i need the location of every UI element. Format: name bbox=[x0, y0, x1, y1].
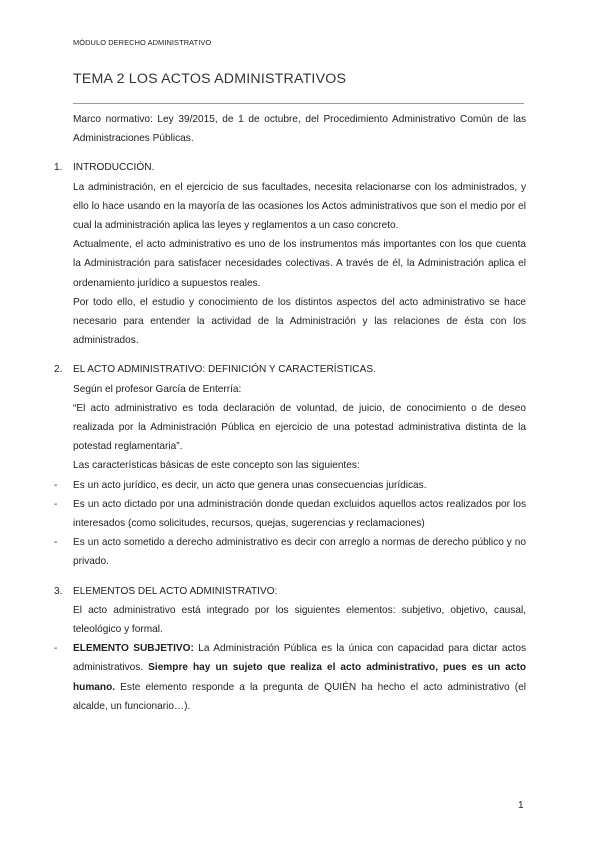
paragraph: La administración, en el ejercicio de sus facultades, necesita relacionarse con los administrados, y ello lo hace usando en la mayoría de las ocasiones los Actos administrativos que son el medio por el cual la administración aplica las leyes y reglamentos a un caso concreto. bbox=[73, 181, 526, 232]
section-heading: INTRODUCCIÓN. bbox=[73, 162, 155, 174]
list-item bbox=[54, 495, 526, 533]
section-number: 2. bbox=[54, 364, 63, 376]
list-item bbox=[54, 639, 526, 716]
section-heading: EL ACTO ADMINISTRATIVO: DEFINICIÓN Y CARACTERÍSTICAS. bbox=[73, 364, 376, 376]
list-item-text: Es un acto jurídico, es decir, un acto que genera unas consecuencias jurídicas. bbox=[73, 479, 427, 491]
text-span: La Administración Pública es la única con capacidad para dictar actos administrativos. bbox=[73, 643, 526, 674]
text-span: Este elemento responde a la pregunta de QUIÉN ha hecho el acto administrativo (el alcalde, un funcionario…). bbox=[73, 681, 526, 712]
bullet-dash: - bbox=[54, 537, 58, 549]
list-item bbox=[54, 476, 526, 495]
paragraph: Actualmente, el acto administrativo es uno de los instrumentos más importantes con los que cuenta la Administración para satisfacer necesidades colectivas. A través de él, la Administración aplica el ordenamiento jurídico a supuestos reales. bbox=[73, 239, 526, 289]
section-number: 3. bbox=[54, 585, 63, 597]
paragraph: Las características básicas de este concepto son las siguientes: bbox=[73, 460, 360, 472]
paragraph: Según el profesor García de Enterría: bbox=[73, 383, 242, 395]
paragraph: Por todo ello, el estudio y conocimiento de los distintos aspectos del acto administrativo se hace necesario para entender la actividad de la Administración y las relaciones de ésta con los administrados. bbox=[73, 296, 526, 347]
list-item bbox=[54, 533, 526, 571]
list-item-text: Es un acto dictado por una administración donde quedan excluidos aquellos actos realizados por los interesados (como solicitudes, recursos, quejas, sugerencias y reclamaciones) bbox=[73, 498, 526, 530]
section-number: 1. bbox=[54, 162, 63, 174]
paragraph: El acto administrativo está integrado por los siguientes elementos: subjetivo, objetivo, causal, teleológico y formal. bbox=[73, 604, 526, 636]
section-heading: ELEMENTOS DEL ACTO ADMINISTRATIVO: bbox=[73, 585, 278, 597]
bullet-dash: - bbox=[54, 498, 58, 510]
intro-paragraph: Marco normativo: Ley 39/2015, de 1 de octubre, del Procedimiento Administrativo Común de las Administraciones Públicas. bbox=[73, 114, 526, 145]
bullet-dash: - bbox=[54, 479, 58, 491]
list-item-text bbox=[73, 639, 526, 716]
page-number: 1 bbox=[518, 800, 524, 811]
definition-quote: “El acto administrativo es toda declaración de voluntad, de juicio, de conocimiento o de deseo realizada por la Administración Pública en ejercicio de una potestad administrativa distinta de la potestad reglamentaria”. bbox=[73, 402, 526, 453]
page-title: TEMA 2 LOS ACTOS ADMINISTRATIVOS bbox=[73, 71, 347, 87]
list-item-text: Es un acto sometido a derecho administrativo es decir con arreglo a normas de derecho público y no privado. bbox=[73, 537, 526, 568]
running-header: MÓDULO DERECHO ADMINISTRATIVO bbox=[73, 38, 212, 47]
document-body bbox=[54, 110, 526, 716]
section-introduccion bbox=[54, 158, 526, 350]
title-divider bbox=[73, 103, 524, 104]
bullet-dash: - bbox=[54, 643, 58, 655]
bold-statement: Siempre hay un sujeto que realiza el acto administrativo, pues es un acto humano. bbox=[73, 662, 526, 693]
bold-label: ELEMENTO SUBJETIVO: bbox=[73, 643, 194, 655]
section-definicion bbox=[54, 360, 526, 571]
section-elementos bbox=[54, 582, 526, 716]
